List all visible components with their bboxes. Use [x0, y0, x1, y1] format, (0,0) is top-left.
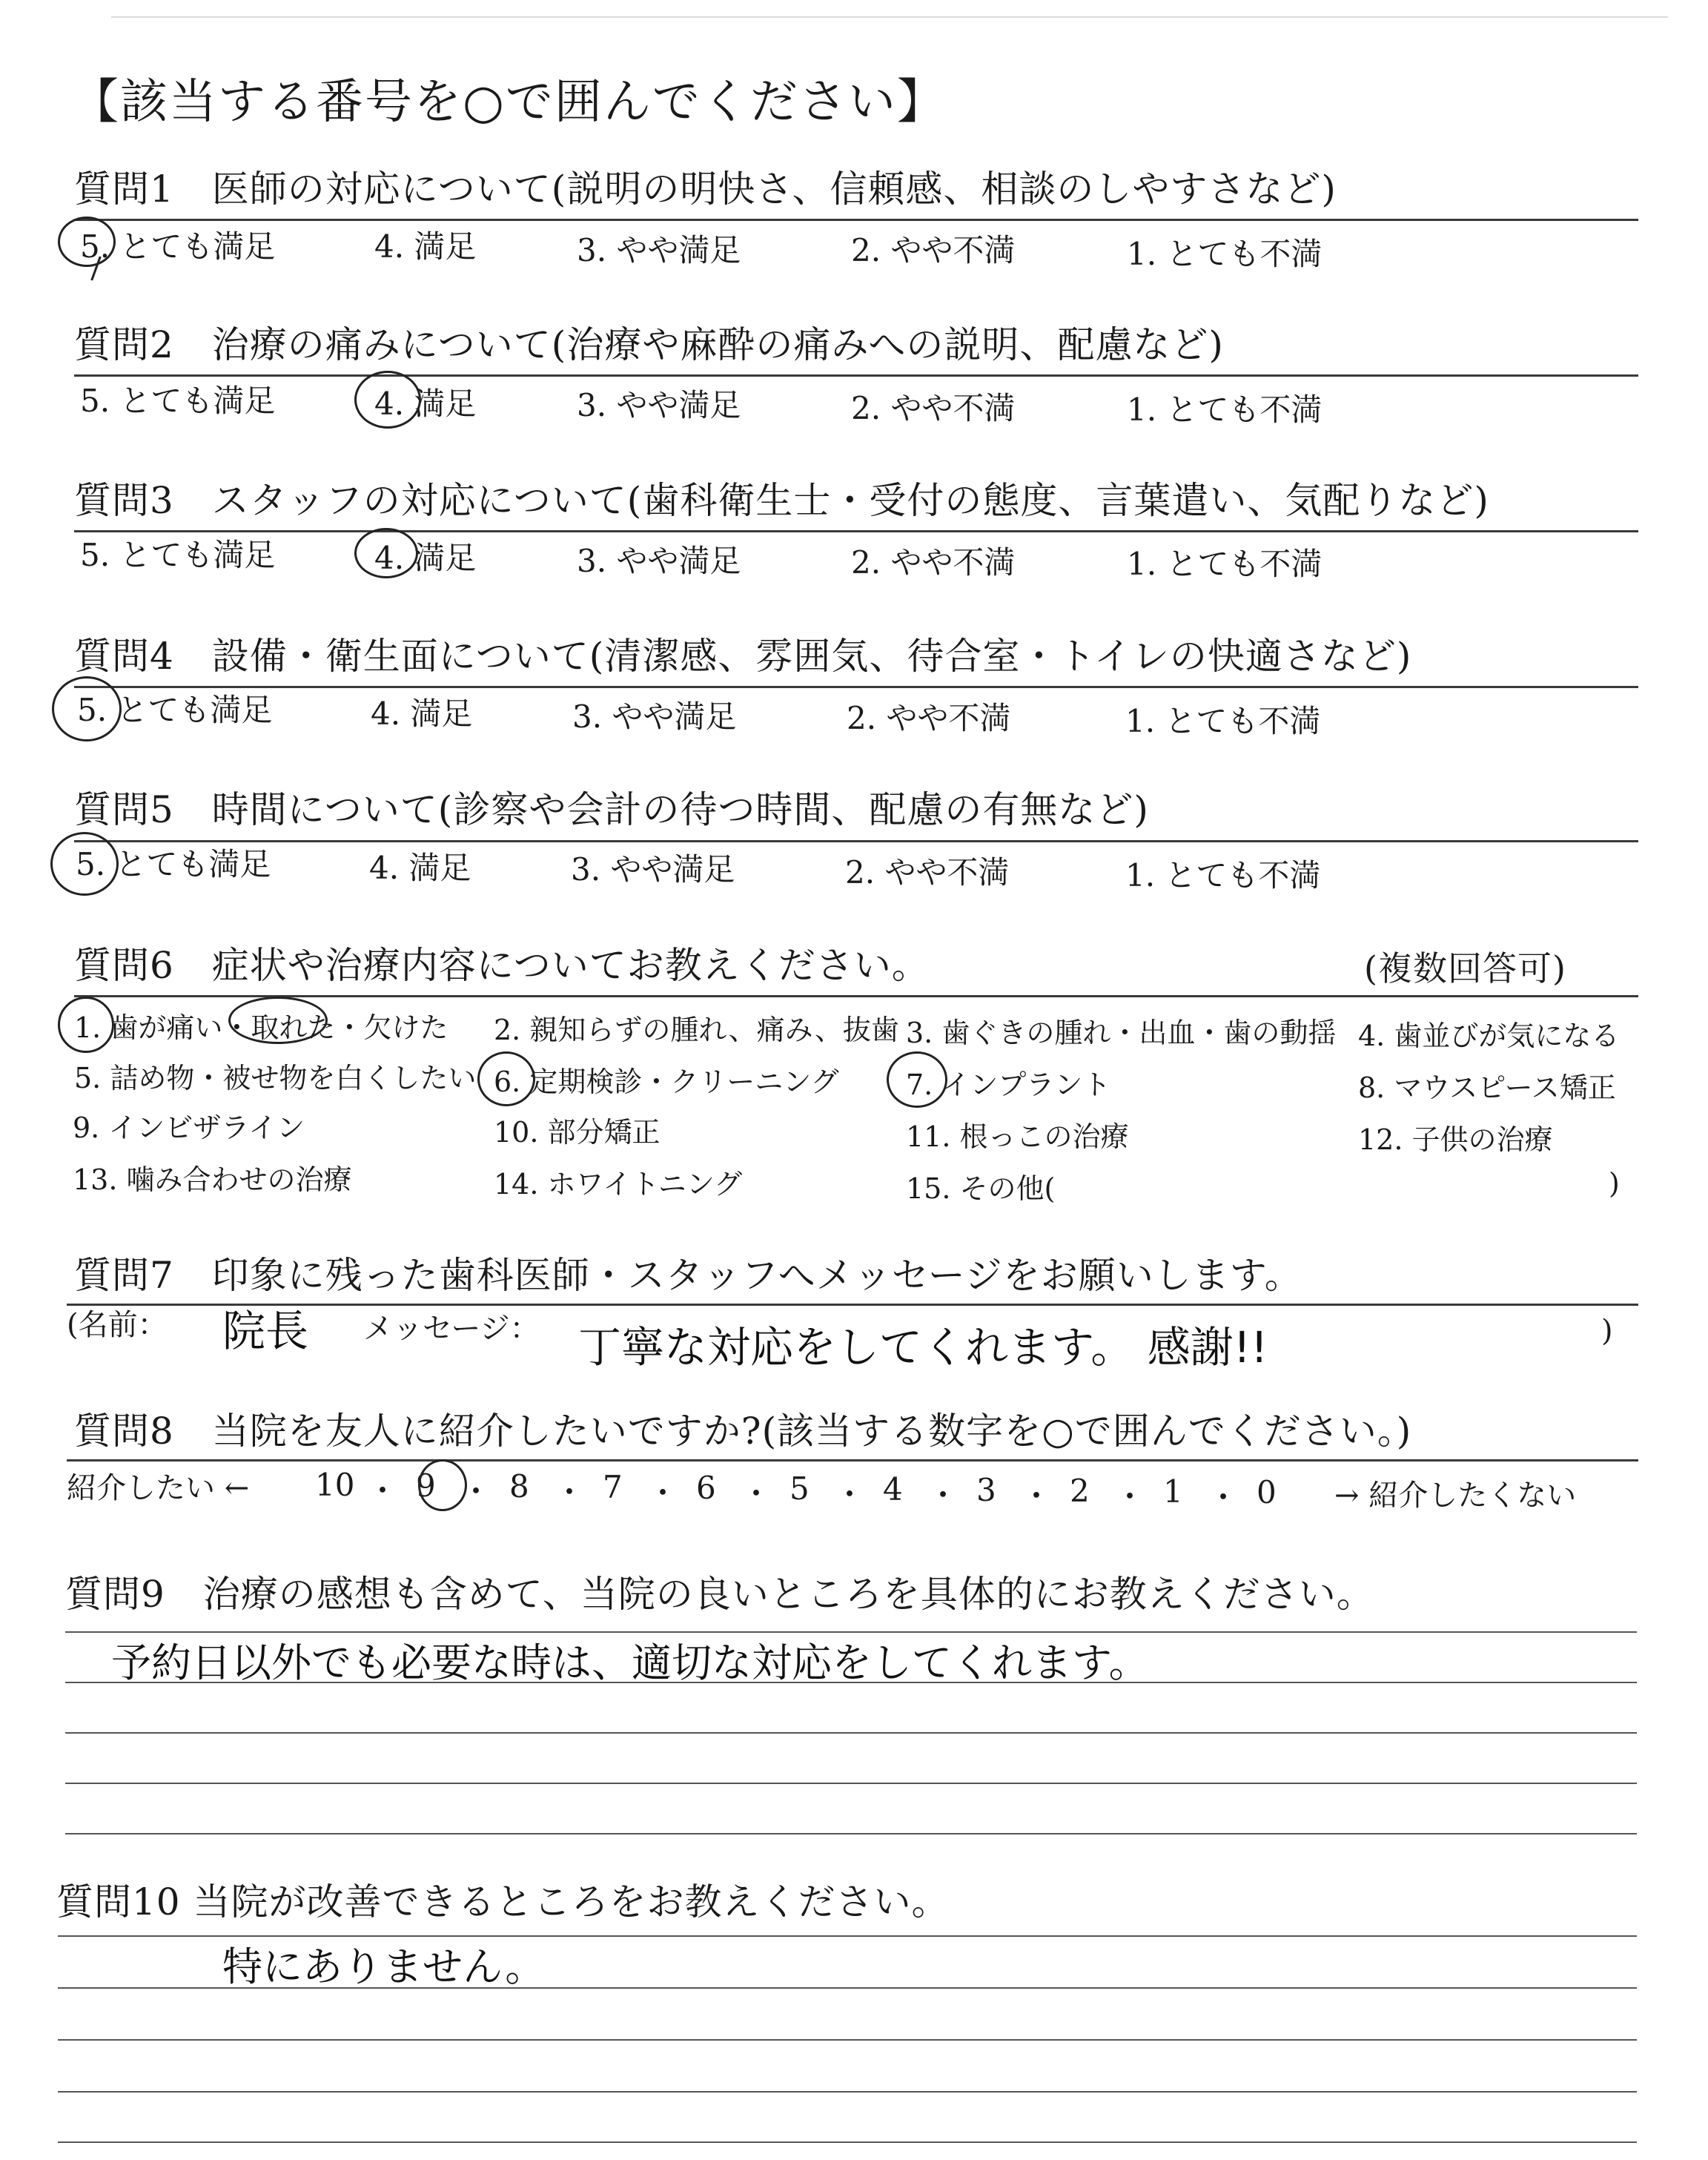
q5-option-2[interactable]: 2. やや不満	[845, 854, 1010, 891]
question-9-title: 質問9 治療の感想も含めて、当院の良いところを具体的にお教えください。	[65, 1573, 1374, 1616]
q2-selected-circle	[354, 371, 421, 429]
q3-option-5[interactable]: 5. とても満足	[80, 537, 276, 573]
question-6-rule	[74, 995, 1638, 997]
q8-scale-separator: ・	[927, 1477, 959, 1513]
q1-option-1[interactable]: 1. とても不満	[1127, 236, 1323, 272]
question-1-title: 質問1 医師の対応について(説明の明快さ、信頼感、相談のしやすさなど)	[74, 168, 1337, 211]
q9-line-5	[65, 1833, 1637, 1834]
q6-item-7[interactable]: 7. インプラント	[906, 1069, 1111, 1101]
q6-item-12[interactable]: 12. 子供の治療	[1358, 1123, 1553, 1156]
form-title: 【該当する番号を○で囲んでください】	[71, 75, 946, 130]
q8-scale-separator: ・	[554, 1474, 586, 1510]
q5-option-5[interactable]: 5. とても満足	[76, 846, 271, 882]
q8-scale-5[interactable]: 5	[790, 1470, 810, 1507]
question-2-title: 質問2 治療の痛みについて(治療や麻酔の痛みへの説明、配慮など)	[74, 323, 1224, 366]
q6-item-3[interactable]: 3. 歯ぐきの腫れ・出血・歯の動揺	[906, 1017, 1337, 1049]
q6-item-8[interactable]: 8. マウスピース矯正	[1358, 1071, 1616, 1104]
question-5-title: 質問5 時間について(診察や会計の待つ時間、配慮の有無など)	[74, 788, 1149, 831]
question-4-rule	[74, 686, 1638, 688]
q9-line-3	[65, 1732, 1637, 1734]
q5-option-1[interactable]: 1. とても不満	[1125, 857, 1321, 894]
q8-scale-3[interactable]: 3	[976, 1472, 996, 1508]
q6-item-14[interactable]: 14. ホワイトニング	[494, 1168, 743, 1200]
q5-option-3[interactable]: 3. やや満足	[571, 851, 735, 888]
q8-right-label: → 紹介したくない	[1334, 1479, 1577, 1513]
q2-option-3[interactable]: 3. やや満足	[577, 387, 741, 423]
q2-option-5[interactable]: 5. とても満足	[80, 383, 276, 419]
q4-selected-circle	[52, 676, 122, 742]
question-3-rule	[74, 530, 1638, 532]
q1-selected-circle	[58, 217, 116, 267]
q4-option-4[interactable]: 4. 満足	[371, 696, 473, 732]
q8-scale-separator: ・	[1021, 1478, 1053, 1514]
question-6-note: (複数回答可)	[1364, 948, 1566, 988]
q4-option-3[interactable]: 3. やや満足	[572, 698, 737, 735]
q5-selected-circle	[50, 832, 119, 896]
q6-item-15[interactable]: 15. その他(	[906, 1172, 1056, 1205]
question-10-title: 質問10 当院が改善できるところをお教えください。	[56, 1880, 950, 1923]
q8-scale-separator: ・	[834, 1476, 866, 1513]
q6-circle-item-7	[887, 1051, 947, 1108]
q6-item-6[interactable]: 6. 定期検診・クリーニング	[494, 1066, 839, 1098]
q7-name-value[interactable]: 院長	[222, 1306, 309, 1356]
q10-line-4	[58, 2091, 1637, 2093]
q1-option-4[interactable]: 4. 満足	[374, 228, 477, 265]
question-4-title: 質問4 設備・衛生面について(清潔感、雰囲気、待合室・トイレの快適さなど)	[74, 635, 1412, 678]
q8-scale-2[interactable]: 2	[1070, 1473, 1090, 1509]
q3-option-2[interactable]: 2. やや不満	[851, 544, 1016, 581]
q7-message-value[interactable]: 丁寧な対応をしてくれます。 感謝!!	[578, 1322, 1268, 1373]
q8-scale-6[interactable]: 6	[696, 1470, 716, 1506]
question-6-title: 質問6 症状や治療内容についてお教えください。	[74, 944, 930, 987]
q8-scale-separator: ・	[1208, 1479, 1239, 1516]
q5-option-4[interactable]: 4. 満足	[369, 850, 471, 886]
q7-close-paren: )	[1601, 1314, 1613, 1348]
q7-message-label: メッセージ：	[363, 1312, 540, 1346]
q6-item-13[interactable]: 13. 噛み合わせの治療	[73, 1163, 352, 1196]
q2-option-1[interactable]: 1. とても不満	[1127, 392, 1323, 428]
q8-scale-separator: ・	[741, 1476, 772, 1512]
q8-scale-0[interactable]: 0	[1257, 1474, 1277, 1510]
q6-circle-item-1	[58, 997, 114, 1053]
q3-option-4[interactable]: 4. 満足	[374, 540, 477, 576]
q4-option-5[interactable]: 5. とても満足	[77, 692, 273, 728]
q3-option-3[interactable]: 3. やや満足	[577, 543, 741, 579]
q8-scale-separator: ・	[367, 1473, 399, 1509]
q8-scale-7[interactable]: 7	[603, 1469, 623, 1505]
q9-line-4	[65, 1783, 1637, 1784]
q8-scale-8[interactable]: 8	[509, 1468, 529, 1505]
q8-selected-circle	[418, 1459, 467, 1511]
q8-scale-1[interactable]: 1	[1163, 1473, 1183, 1510]
question-2-rule	[74, 374, 1638, 377]
q4-option-1[interactable]: 1. とても不満	[1125, 703, 1321, 739]
question-5-rule	[74, 840, 1638, 842]
q1-option-5[interactable]: 5. とても満足	[80, 228, 276, 265]
q1-option-3[interactable]: 3. やや満足	[577, 232, 741, 268]
q6-item-5[interactable]: 5. 詰め物・被せ物を白くしたい	[74, 1062, 477, 1094]
q6-item-2[interactable]: 2. 親知らずの腫れ、痛み、抜歯	[494, 1014, 899, 1046]
q6-item-9[interactable]: 9. インビザライン	[73, 1112, 305, 1144]
question-8-title: 質問8 当院を友人に紹介したいですか?(該当する数字を○で囲んでください。)	[74, 1410, 1412, 1453]
q9-answer[interactable]: 予約日以外でも必要な時は、適切な対応をしてくれます。	[111, 1639, 1149, 1686]
q3-option-1[interactable]: 1. とても不満	[1127, 546, 1323, 582]
q10-line-2	[58, 1987, 1637, 1989]
q7-name-label: (名前：	[67, 1308, 168, 1342]
q2-option-4[interactable]: 4. 満足	[374, 386, 477, 422]
q8-scale-9[interactable]: 9	[416, 1467, 436, 1504]
q10-line-3	[58, 2039, 1637, 2041]
q8-scale-separator: ・	[460, 1473, 492, 1510]
q8-scale-separator: ・	[1114, 1479, 1146, 1515]
q6-item-1[interactable]: 1. 歯が痛い・取れた・欠けた	[74, 1011, 448, 1044]
q2-option-2[interactable]: 2. やや不満	[851, 390, 1016, 426]
top-divider	[111, 16, 1668, 18]
q6-item-10[interactable]: 10. 部分矯正	[494, 1116, 661, 1149]
question-1-rule	[74, 219, 1638, 221]
q6-circle-toreta	[228, 997, 328, 1044]
question-7-title: 質問7 印象に残った歯科医師・スタッフへメッセージをお願いします。	[74, 1254, 1302, 1297]
q1-option-2[interactable]: 2. やや不満	[851, 232, 1016, 268]
q6-circle-item-6	[477, 1051, 535, 1106]
q8-scale-4[interactable]: 4	[883, 1471, 903, 1507]
q10-answer[interactable]: 特にありません。	[222, 1943, 546, 1990]
q4-option-2[interactable]: 2. やや不満	[847, 700, 1011, 736]
question-3-title: 質問3 スタッフの対応について(歯科衛生士・受付の態度、言葉遣い、気配りなど)	[74, 479, 1489, 522]
q3-selected-circle	[354, 528, 418, 578]
q6-item-15-close: )	[1609, 1167, 1620, 1200]
q8-left-label: 紹介したい ←	[67, 1471, 250, 1505]
q8-scale-10[interactable]: 10	[315, 1467, 355, 1503]
q6-item-11[interactable]: 11. 根っこの治療	[906, 1120, 1129, 1153]
q10-line-5	[58, 2141, 1637, 2143]
q9-line-2	[65, 1682, 1637, 1683]
q8-scale-separator: ・	[647, 1475, 679, 1511]
q6-item-4[interactable]: 4. 歯並びが気になる	[1358, 1020, 1620, 1052]
question-8-rule	[67, 1459, 1638, 1462]
